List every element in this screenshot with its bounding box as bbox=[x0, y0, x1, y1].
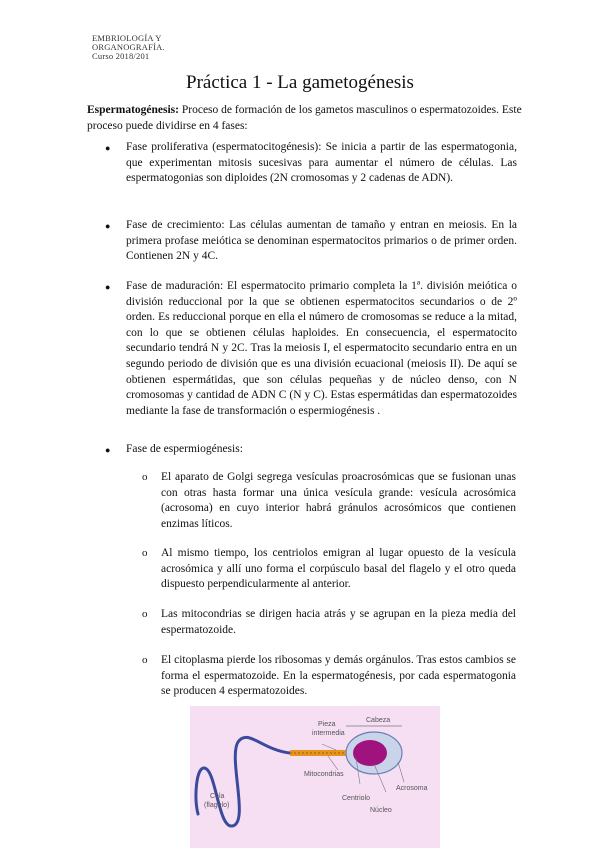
list-item-phase-espermiogenesis bbox=[105, 442, 517, 458]
list-item-phase-proliferativa bbox=[105, 140, 517, 187]
sub-item-text: Al mismo tiempo, los centriolos emigran al lugar opuesto de la vesícula acrosómica y allí uno forma el corpúsculo basal del flagelo y el otro queda dispuesto perpendicularmente al anterior. bbox=[161, 547, 516, 591]
phase-text: Fase de crecimiento: Las células aumentan de tamaño y entran en meiosis. En la primera profase meiótica se denominan espermatocitos primarios o de primer orden. Contienen 2N y 4C. bbox=[126, 219, 517, 263]
intro-text: Proceso de formación de los gametos masculinos o espermatozoides. Este proceso puede dividirse en 4 fases: bbox=[87, 104, 522, 132]
sub-item-golgi bbox=[142, 470, 516, 532]
label-pieza: Pieza bbox=[318, 721, 336, 728]
bullet-icon: ● bbox=[105, 282, 111, 292]
sub-item-text: Las mitocondrias se dirigen hacia atrás y se agrupan en la pieza media del espermatozoide. bbox=[161, 608, 516, 636]
sub-item-centriolos bbox=[142, 546, 516, 593]
sub-item-citoplasma bbox=[142, 653, 516, 700]
label-mitocondrias: Mitocondrias bbox=[304, 771, 344, 778]
sub-item-mitocondrias bbox=[142, 607, 516, 638]
label-acrosoma: Acrosoma bbox=[396, 785, 428, 792]
sub-bullet-icon: o bbox=[142, 547, 148, 559]
sub-item-text: El citoplasma pierde los ribosomas y demás orgánulos. Tras estos cambios se forma el espermatozoide. En la espermatogénesis, por cada espermatogonia se producen 4 espermatozoides. bbox=[161, 654, 516, 698]
flagellum-shape bbox=[196, 737, 290, 826]
label-centriolo: Centriolo bbox=[342, 795, 371, 802]
label-nucleo: Núcleo bbox=[370, 807, 392, 814]
course-header bbox=[92, 34, 165, 61]
intro-paragraph bbox=[87, 103, 527, 134]
sub-bullet-icon: o bbox=[142, 608, 148, 620]
bullet-icon: ● bbox=[105, 221, 111, 231]
list-item-phase-maduracion bbox=[105, 279, 517, 419]
bullet-icon: ● bbox=[105, 143, 111, 153]
sub-bullet-icon: o bbox=[142, 654, 148, 666]
phase-text: Fase proliferativa (espermatocitogénesis): Se inicia a partir de las espermatogonia, que experimentan mitosis sucesivas para aumentar el número de células. Las espermatogonias son diploides (2N cromosomas y 2 cadenas de ADN). bbox=[126, 141, 517, 185]
header-line-1: EMBRIOLOGÍA Y bbox=[92, 33, 162, 43]
label-cola: Cola bbox=[210, 793, 225, 800]
label-cabeza: Cabeza bbox=[366, 717, 391, 724]
page-title: Práctica 1 - La gametogénesis bbox=[186, 72, 414, 93]
spermatozoon-illustration bbox=[190, 706, 440, 848]
sub-item-text: El aparato de Golgi segrega vesículas proacrosómicas que se fusionan unas con otras hasta formar una única vesícula grande: vesícula acrosómica (acrosoma) en cuyo interior habrá gránulos acrosómicos que contienen enzimas líticos. bbox=[161, 471, 516, 530]
header-line-2: ORGANOGRAFÍA. bbox=[92, 42, 165, 52]
phase-text: Fase de maduración: El espermatocito primario completa la 1ª. división meiótica o división reduccional por la que se obtienen espermatocitos secundarios o de 2º orden. Es reduccional porque en ella el número de cromosomas se reduce a la mitad, con lo que se obtienen células haploides. En consecuencia, el espermatocito secundario tendrá N y 2C. Tras la meiosis I, el espermatocito secundario entra en un segundo periodo de división que es una división ecuacional (meiosis II). De aquí se obtienen espermátidas, que son células pequeñas y de núcleo denso, con N cromosomas y cantidad de ADN C (N y C). Estas espermátidas dan espermatozoides mediante la fase de transformación o espermiogénesis . bbox=[126, 280, 517, 417]
bullet-icon: ● bbox=[105, 445, 111, 455]
intro-term: Espermatogénesis: bbox=[87, 104, 179, 116]
header-line-3: Curso 2018/201 bbox=[92, 51, 150, 61]
phase-text: Fase de espermiogénesis: bbox=[126, 443, 243, 455]
label-flagelo: (flagelo) bbox=[204, 802, 230, 809]
list-item-phase-crecimiento bbox=[105, 218, 517, 265]
label-intermedia: intermedia bbox=[312, 730, 345, 737]
spermatozoon-diagram bbox=[190, 706, 440, 848]
nucleus-shape bbox=[353, 740, 387, 766]
sub-bullet-icon: o bbox=[142, 471, 148, 483]
